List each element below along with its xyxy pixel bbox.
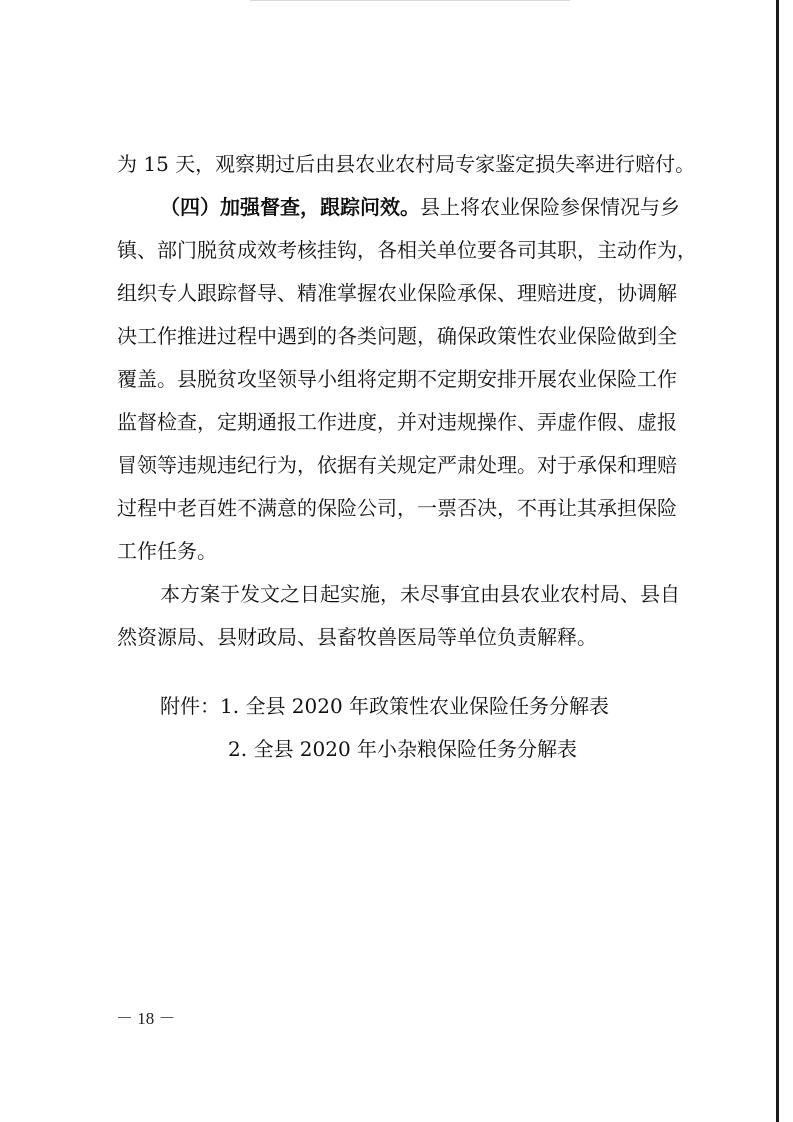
body-line: 为 15 天，观察期过后由县农业农村局专家鉴定损失率进行赔付。 bbox=[117, 152, 696, 176]
body-line: 冒领等违规违纪行为，依据有关规定严肃处理。对于承保和理赔 bbox=[117, 453, 677, 477]
body-line: 本方案于发文之日起实施，未尽事宜由县农业农村局、县自 bbox=[160, 582, 680, 606]
body-line: 镇、部门脱贫成效考核挂钩，各相关单位要各司其职，主动作为， bbox=[117, 238, 697, 262]
section-heading-line bbox=[160, 193, 680, 221]
scan-edge-right bbox=[776, 0, 779, 1122]
body-line: 组织专人跟踪督导、精准掌握农业保险承保、理赔进度，协调解 bbox=[117, 281, 677, 305]
section-heading: （四）加强督查，跟踪问效。 bbox=[160, 195, 420, 219]
body-text: 县上将农业保险参保情况与乡 bbox=[420, 195, 680, 219]
body-line: 工作任务。 bbox=[117, 539, 217, 563]
body-line: 过程中老百姓不满意的保险公司，一票否决，不再让其承担保险 bbox=[117, 496, 677, 520]
page-number: － 18 － bbox=[116, 1009, 176, 1028]
scan-edge-top bbox=[250, 0, 570, 1]
body-line: 决工作推进过程中遇到的各类问题，确保政策性农业保险做到全 bbox=[117, 324, 677, 348]
body-line: 监督检查，定期通报工作进度，并对违规操作、弄虚作假、虚报 bbox=[117, 410, 677, 434]
attachment-line: 2. 全县 2020 年小杂粮保险任务分解表 bbox=[228, 737, 578, 761]
body-line: 然资源局、县财政局、县畜牧兽医局等单位负责解释。 bbox=[117, 625, 597, 649]
body-line: 覆盖。县脱贫攻坚领导小组将定期不定期安排开展农业保险工作 bbox=[117, 367, 677, 391]
attachment-line: 附件：1. 全县 2020 年政策性农业保险任务分解表 bbox=[160, 694, 610, 718]
